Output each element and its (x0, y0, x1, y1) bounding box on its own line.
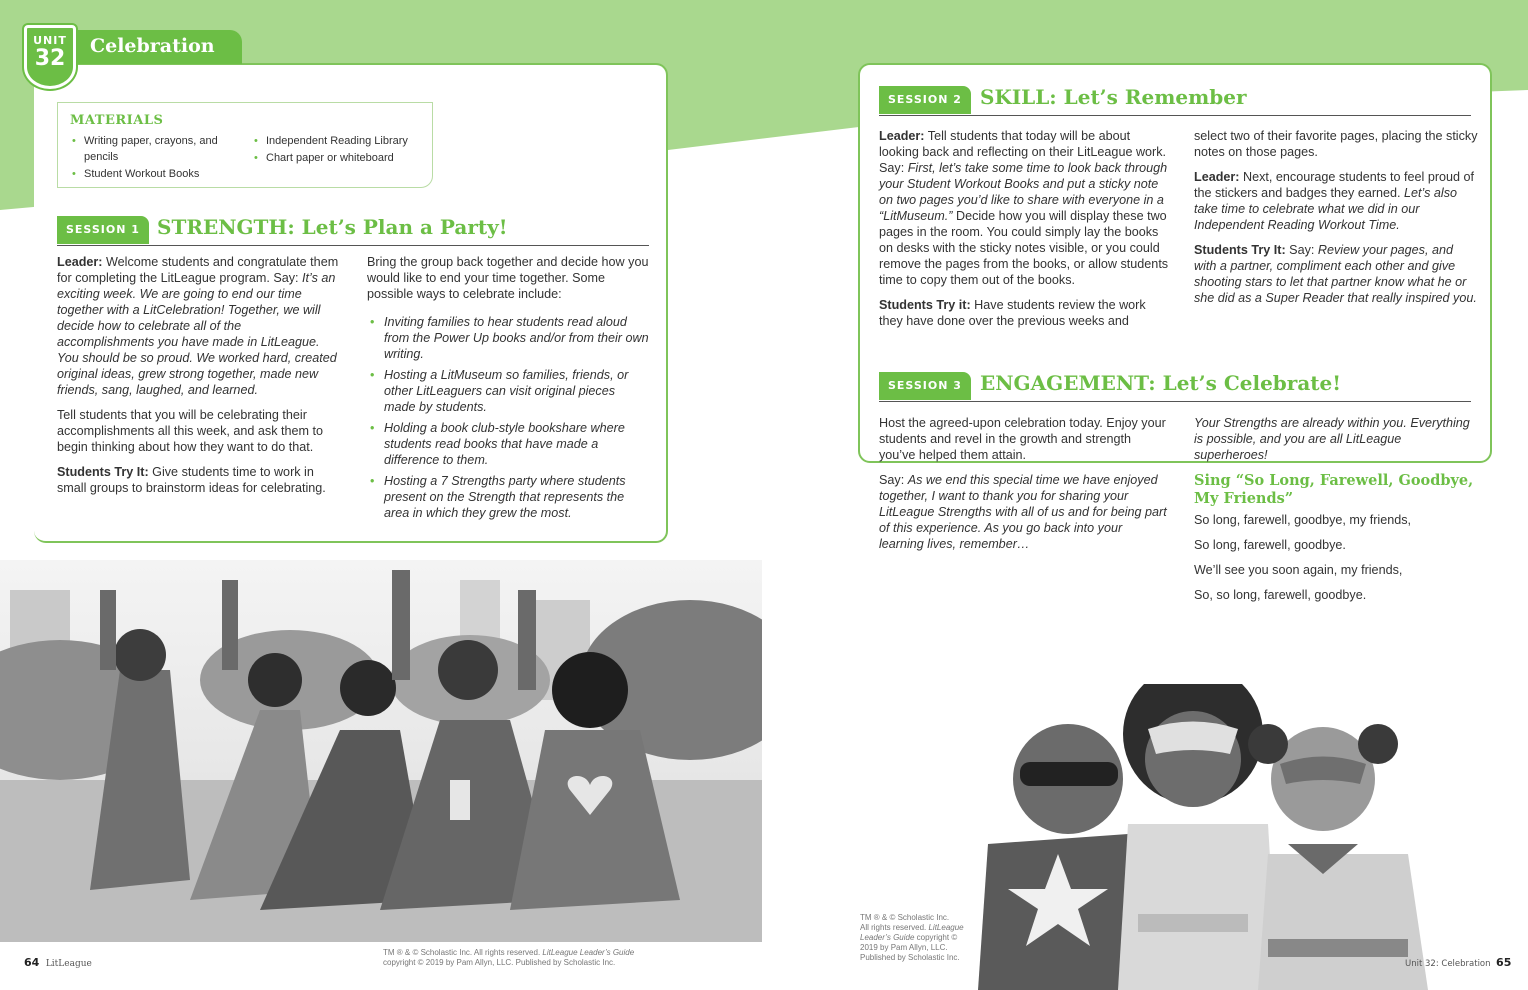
superhero-kids-masks-photo (968, 684, 1438, 990)
session-2-tag: SESSION 2 (879, 86, 971, 114)
say-quote: As we end this special time we have enjoyed together, I want to thank you for sharing your LitLeague Strengths with all of us and for being part of this experience. As you go back into your learning lives, remember… (879, 473, 1167, 551)
session-3-header (879, 372, 1471, 402)
list-item: • Hosting a 7 Strengths party where students present on the Strength that represents the area in which they grew the most. (367, 473, 649, 521)
session-1-column-right (367, 254, 649, 526)
copyright-text: copyright © (914, 933, 958, 942)
left-copyright (383, 948, 668, 968)
session-3-say-paragraph (879, 472, 1169, 552)
students-try-label: Students Try It: (57, 465, 149, 479)
session-3-column-right (1194, 415, 1478, 612)
unit-label: UNIT (33, 34, 67, 47)
session-2-paragraph-3: select two of their favorite pages, placing the sticky notes on those pages. (1194, 129, 1478, 159)
copyright-line (860, 923, 980, 933)
song-line: We’ll see you soon again, my friends, (1194, 563, 1403, 577)
list-item: • Hosting a LitMuseum so families, friends, or other LitLeaguers can visit original pieces made by students. (367, 367, 649, 415)
session-1-leader-paragraph (57, 254, 339, 398)
materials-box (57, 102, 433, 188)
session-1-paragraph-4: Bring the group back together and decide how you would like to end your time together. Some possible ways to celebrate include: (367, 255, 649, 301)
say-label: Say: (879, 473, 908, 487)
copyright-line: TM ® & © Scholastic Inc. (860, 913, 950, 922)
leader-text: Welcome students and congratulate them for completing the LitLeague program. Say: (57, 255, 339, 285)
session-3-tag: SESSION 3 (879, 372, 971, 400)
session-2-leader-paragraph (879, 128, 1169, 288)
list-item: • Inviting families to hear students read aloud from the Power Up books and/or from their own writing. (367, 314, 649, 362)
copyright-text: All rights reserved. (860, 923, 929, 932)
right-footer (1405, 956, 1511, 969)
unit-badge (24, 25, 76, 89)
song-title: Sing “So Long, Farewell, Goodbye, My Friends” (1194, 472, 1474, 507)
left-page-number: 64 (24, 956, 40, 969)
session-1-tag: SESSION 1 (57, 216, 149, 244)
session-2-column-right (1194, 128, 1478, 315)
right-copyright (860, 913, 980, 963)
list-item: • Holding a book club-style bookshare where students read books that have made a difference to them. (367, 420, 649, 468)
materials-column-1 (70, 133, 230, 183)
session-1-column-left (57, 254, 339, 505)
copyright-title: LitLeague (928, 923, 964, 932)
session-3-paragraph-1: Host the agreed-upon celebration today. Enjoy your students and revel in the growth and strength you’ve helped them attain. (879, 416, 1166, 462)
celebration-ideas-list (367, 314, 649, 521)
song-line: So long, farewell, goodbye. (1194, 538, 1346, 552)
unit-title: Celebration (74, 30, 242, 64)
right-page-number: 65 (1496, 956, 1512, 969)
session-1-paragraph-2: Tell students that you will be celebrating their accomplishments all this week, and ask them to begin thinking about how they want to do that. (57, 408, 323, 454)
materials-column-2 (252, 133, 432, 167)
session-1-title: STRENGTH: Let’s Plan a Party! (157, 215, 508, 239)
superhero-kids-back-photo (0, 560, 762, 942)
session-2-students-paragraph-2 (1194, 242, 1478, 306)
leader-label: Leader: (57, 255, 103, 269)
students-try-label: Students Try it: (879, 298, 971, 312)
copyright-text: TM ® & © Scholastic Inc. All rights reserved. (383, 948, 543, 957)
materials-heading: MATERIALS (70, 113, 164, 128)
students-try-text: Have students review the work they have done over the previous weeks and (879, 298, 1146, 328)
leader-text: Tell students that today will be about looking back and reflecting on their LitLeague work. Say: (879, 129, 1167, 175)
leader-quote: It’s an exciting week. We are going to end our time together with a LitCelebration! Together, we will decide how to celebrate all of the accomplishments you have made in LitLeague. You should be so proud. We worked hard, created original ideas, grew strong together, made new friends, sang, laughed, and learned. (57, 271, 337, 397)
copyright-line: Published by Scholastic Inc. (860, 953, 960, 962)
materials-item: • Chart paper or whiteboard (252, 150, 432, 166)
students-try-text: Say: (1285, 243, 1318, 257)
copyright-title-2: Leader’s Guide (860, 933, 915, 942)
copyright-line: 2019 by Pam Allyn, LLC. (860, 943, 948, 952)
copyright-text-2: copyright © 2019 by Pam Allyn, LLC. Published by Scholastic Inc. (383, 958, 616, 967)
song-line: So, so long, farewell, goodbye. (1194, 588, 1367, 602)
session-1-students-paragraph (57, 464, 339, 496)
left-footer (24, 956, 92, 969)
students-try-text: Give students time to work in small groups to brainstorm ideas for celebrating. (57, 465, 326, 495)
copyright-title: LitLeague Leader’s Guide (542, 948, 635, 957)
session-2-students-paragraph (879, 297, 1169, 329)
session-2-leader-paragraph-2 (1194, 169, 1478, 233)
closing-quote: Your Strengths are already within you. Everything is possible, and you are all LitLeague superheroes! (1194, 416, 1470, 462)
leader-text-tail: Decide how you will display these two pages in the room. You could simply lay the books on desks with the sticky notes visible, or you could remove the pages from the books, or allow students time to copy them out of the books. (879, 209, 1169, 287)
students-try-quote: Review your pages, and with a partner, compliment each other and give shooting stars to let that partner know what he or she did as a Super Reader that really inspired you. (1194, 243, 1477, 305)
leader-label: Leader: (1194, 170, 1240, 184)
right-footer-section: Unit 32: Celebration (1405, 959, 1491, 969)
leader-label: Leader: (879, 129, 925, 143)
materials-item: • Independent Reading Library (252, 133, 432, 149)
song-line: So long, farewell, goodbye, my friends, (1194, 513, 1412, 527)
session-1-header (57, 216, 649, 246)
leader-quote: First, let’s take some time to look back through your Student Workout Books and put a sticky note on two pages you’d like to share with everyone in a “LitMuseum.” (879, 161, 1168, 223)
materials-item: • Writing paper, crayons, and pencils (70, 133, 230, 165)
session-2-header (879, 86, 1471, 116)
session-3-closing-quote (1194, 415, 1478, 463)
session-3-title: ENGAGEMENT: Let’s Celebrate! (980, 371, 1342, 395)
copyright-line (860, 933, 980, 943)
leader-text: Next, encourage students to feel proud of the stickers and badges they earned. (1194, 170, 1475, 200)
leader-quote: Let’s also take time to celebrate what we did in our Independent Reading Workout Time. (1194, 186, 1458, 232)
session-3-column-left (879, 415, 1169, 561)
session-2-column-left (879, 128, 1169, 338)
left-footer-brand: LitLeague (45, 959, 92, 969)
students-try-label: Students Try It: (1194, 243, 1286, 257)
materials-item: • Student Workout Books (70, 166, 230, 182)
session-2-title: SKILL: Let’s Remember (980, 85, 1247, 109)
unit-number: 32 (34, 46, 66, 71)
